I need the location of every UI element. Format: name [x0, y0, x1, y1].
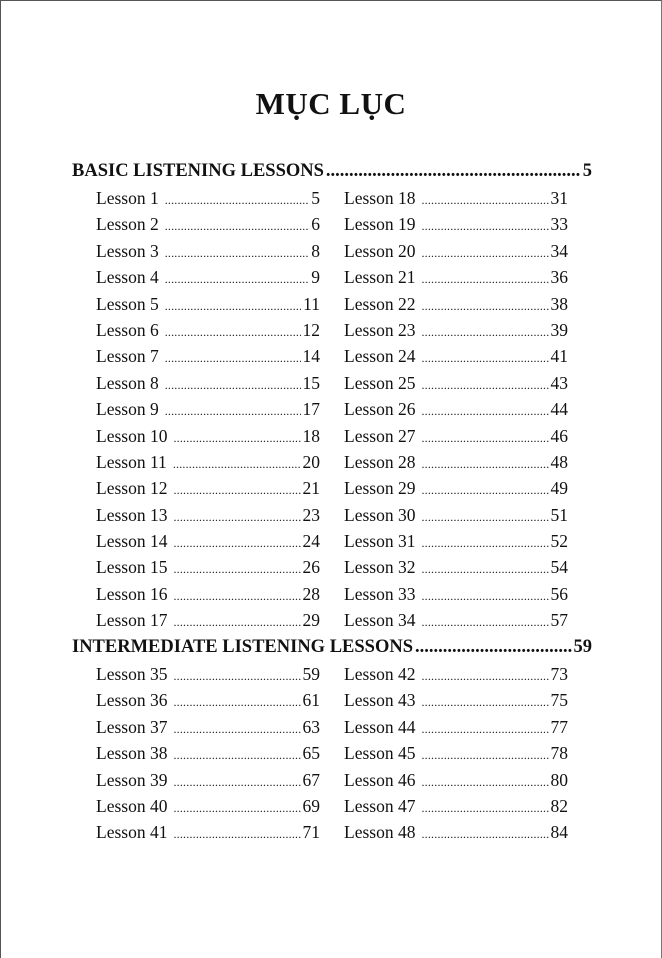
toc-entry[interactable]: [344, 793, 568, 819]
toc-entry-label: Lesson 27: [344, 425, 416, 446]
toc-entry-page: 49: [550, 478, 568, 499]
toc-entry-page: 11: [303, 293, 320, 314]
dot-leader: [165, 240, 310, 266]
toc-entry[interactable]: [96, 581, 320, 607]
toc-entry-page: 56: [550, 583, 568, 604]
toc-entry-label: Lesson 31: [344, 531, 416, 552]
toc-entry-page: 34: [550, 240, 568, 261]
dot-leader: [173, 795, 300, 821]
toc-entry-label: Lesson 34: [344, 610, 416, 631]
toc-entry[interactable]: [344, 714, 568, 740]
toc-entry-page: 71: [302, 822, 320, 843]
toc-entry-label: Lesson 6: [96, 319, 159, 340]
toc-entry-page: 46: [550, 425, 568, 446]
toc-entry-page: 21: [302, 478, 320, 499]
toc-entry[interactable]: [344, 528, 568, 554]
section-heading: INTERMEDIATE LISTENING LESSONS: [72, 637, 413, 657]
toc-entry-page: 39: [550, 319, 568, 340]
dot-leader: [173, 530, 300, 556]
dot-leader: [421, 504, 548, 530]
toc-entry-page: 69: [302, 795, 320, 816]
toc-entry-label: Lesson 35: [96, 664, 168, 684]
toc-entry-label: Lesson 8: [96, 372, 159, 393]
toc-entry[interactable]: [344, 238, 568, 264]
dot-leader: [173, 556, 300, 582]
dot-leader: [421, 345, 548, 371]
toc-entry-label: Lesson 7: [96, 346, 159, 367]
toc-entry-page: 80: [550, 769, 568, 790]
toc-entry-page: 48: [550, 451, 568, 472]
toc-entry-page: 52: [550, 531, 568, 552]
toc-entry[interactable]: [96, 291, 320, 317]
toc-column-right: [344, 661, 568, 846]
dot-leader: [421, 795, 548, 821]
toc-entry[interactable]: [344, 370, 568, 396]
toc-entry-label: Lesson 47: [344, 795, 416, 816]
toc-entry-label: Lesson 23: [344, 319, 416, 340]
toc-entry-label: Lesson 48: [344, 822, 416, 843]
toc-entry[interactable]: [96, 264, 320, 290]
toc-entry[interactable]: [344, 687, 568, 713]
toc-entry[interactable]: [96, 740, 320, 766]
toc-entry[interactable]: [96, 502, 320, 528]
toc-entry-page: 38: [550, 293, 568, 314]
toc-entry[interactable]: [344, 767, 568, 793]
toc-entry-label: Lesson 40: [96, 795, 168, 816]
toc-entry[interactable]: [96, 423, 320, 449]
dot-leader: [165, 398, 301, 424]
toc-entry-label: Lesson 22: [344, 293, 416, 314]
toc-entry-page: 20: [302, 451, 320, 472]
toc-column-left: [96, 661, 320, 846]
toc-entry[interactable]: [344, 291, 568, 317]
dot-leader: [165, 187, 310, 213]
toc-entry-label: Lesson 3: [96, 240, 159, 261]
dot-leader: [421, 293, 548, 319]
toc-entry[interactable]: [344, 264, 568, 290]
toc-entry-label: Lesson 13: [96, 504, 168, 525]
toc-entry[interactable]: [96, 607, 320, 633]
toc-entry-label: Lesson 25: [344, 372, 416, 393]
toc-entry-label: Lesson 41: [96, 822, 168, 843]
dot-leader: [173, 477, 300, 503]
toc-entry-label: Lesson 16: [96, 583, 168, 604]
toc-entry[interactable]: [96, 238, 320, 264]
toc-entry-page: 36: [550, 267, 568, 288]
toc-entry-page: 78: [550, 743, 568, 764]
dot-leader: [421, 689, 548, 715]
toc-entry-page: 59: [302, 664, 320, 684]
toc-entry-label: Lesson 28: [344, 451, 416, 472]
toc-entry[interactable]: [96, 687, 320, 713]
toc-entry-page: 26: [302, 557, 320, 578]
dot-leader: [421, 663, 548, 689]
toc-entry[interactable]: [96, 528, 320, 554]
toc-entry-label: Lesson 11: [96, 451, 167, 472]
toc-entry[interactable]: [96, 661, 320, 687]
toc-entry-page: 5: [311, 188, 320, 208]
toc-entry[interactable]: [344, 211, 568, 237]
dot-leader: [421, 187, 548, 213]
page-title: MỤC LỤC: [255, 86, 407, 121]
toc-entry[interactable]: [344, 819, 568, 845]
dot-leader: [421, 530, 548, 556]
toc-entry-label: Lesson 29: [344, 478, 416, 499]
toc-entry-page: 9: [311, 267, 320, 288]
dot-leader: [173, 821, 300, 847]
dot-leader: [173, 689, 300, 715]
toc-entry-page: 75: [550, 690, 568, 711]
toc-entry-page: 14: [302, 346, 320, 367]
toc-entry[interactable]: [96, 793, 320, 819]
dot-leader: [421, 583, 548, 609]
dot-leader: [421, 451, 548, 477]
toc-entry-label: Lesson 38: [96, 743, 168, 764]
dot-leader: [173, 609, 300, 635]
dot-leader: [421, 425, 548, 451]
dot-leader: [173, 769, 300, 795]
toc-entry-label: Lesson 12: [96, 478, 168, 499]
toc-entry-label: Lesson 45: [344, 743, 416, 764]
toc-entry[interactable]: [96, 449, 320, 475]
toc-entry-page: 61: [302, 690, 320, 711]
dot-leader: [421, 769, 548, 795]
section-page: 5: [582, 161, 592, 181]
dot-leader: [421, 398, 548, 424]
toc-entry-label: Lesson 15: [96, 557, 168, 578]
toc-entry[interactable]: [344, 475, 568, 501]
section-page: 59: [573, 637, 592, 657]
toc-entry[interactable]: [96, 714, 320, 740]
toc-entry[interactable]: [344, 607, 568, 633]
toc-entry[interactable]: [344, 554, 568, 580]
dot-leader: [173, 716, 300, 742]
toc-entry-page: 8: [311, 240, 320, 261]
toc-entry-page: 84: [550, 822, 568, 843]
toc-entry-page: 43: [550, 372, 568, 393]
toc-entry-label: Lesson 4: [96, 267, 159, 288]
dot-leader: [165, 213, 310, 239]
dot-leader: [421, 716, 548, 742]
toc-entry[interactable]: [96, 767, 320, 793]
section-heading: BASIC LISTENING LESSONS: [72, 161, 324, 181]
dot-leader: [165, 293, 301, 319]
toc-entry-label: Lesson 33: [344, 583, 416, 604]
toc-entry-label: Lesson 19: [344, 214, 416, 235]
toc-entry-page: 54: [550, 557, 568, 578]
toc-entry-page: 18: [302, 425, 320, 446]
toc-entry-label: Lesson 30: [344, 504, 416, 525]
toc-entry[interactable]: [96, 317, 320, 343]
dot-leader: [165, 345, 301, 371]
toc-entry[interactable]: [96, 185, 320, 211]
dot-leader: [421, 213, 548, 239]
toc-section-intermediate[interactable]: [72, 634, 592, 660]
toc-entry[interactable]: [96, 211, 320, 237]
toc-entry-page: 33: [550, 214, 568, 235]
toc-entry-page: 73: [550, 664, 568, 684]
dot-leader: [173, 451, 301, 477]
toc-section-basic[interactable]: [72, 158, 592, 184]
toc-entry[interactable]: [96, 475, 320, 501]
dot-leader: [421, 821, 548, 847]
toc-entry-page: 31: [550, 188, 568, 208]
toc-entry[interactable]: [96, 370, 320, 396]
toc-entry-label: Lesson 10: [96, 425, 168, 446]
toc-entry[interactable]: [344, 343, 568, 369]
toc-entry-page: 41: [550, 346, 568, 367]
toc-entry-label: Lesson 44: [344, 716, 416, 737]
toc-entry-label: Lesson 21: [344, 267, 416, 288]
dot-leader: [173, 583, 300, 609]
toc-entry-label: Lesson 24: [344, 346, 416, 367]
dot-leader: [326, 158, 581, 184]
toc-column-left: [96, 185, 320, 634]
toc-entry[interactable]: [344, 423, 568, 449]
toc-entry-label: Lesson 42: [344, 664, 416, 684]
dot-leader: [421, 240, 548, 266]
toc-entry-label: Lesson 18: [344, 188, 416, 208]
toc-entry-label: Lesson 43: [344, 690, 416, 711]
toc-entry[interactable]: [344, 449, 568, 475]
dot-leader: [421, 319, 548, 345]
dot-leader: [421, 372, 548, 398]
toc-entry-page: 51: [550, 504, 568, 525]
dot-leader: [173, 742, 300, 768]
toc-entry-page: 23: [302, 504, 320, 525]
toc-entry-page: 82: [550, 795, 568, 816]
toc-entry-page: 57: [550, 610, 568, 631]
toc-entry[interactable]: [344, 502, 568, 528]
toc-entry-label: Lesson 14: [96, 531, 168, 552]
toc-entry-page: 28: [302, 583, 320, 604]
dot-leader: [421, 742, 548, 768]
toc-entry-page: 44: [550, 399, 568, 420]
toc-entry-label: Lesson 5: [96, 293, 159, 314]
toc-entry[interactable]: [96, 819, 320, 845]
dot-leader: [173, 425, 300, 451]
toc-entry[interactable]: [96, 396, 320, 422]
toc-entry-page: 77: [550, 716, 568, 737]
toc-entry[interactable]: [344, 740, 568, 766]
dot-leader: [421, 609, 548, 635]
toc-column-right: [344, 185, 568, 634]
toc-entry-page: 15: [302, 372, 320, 393]
dot-leader: [165, 372, 301, 398]
toc-entry-label: Lesson 46: [344, 769, 416, 790]
dot-leader: [415, 634, 572, 660]
toc-entry[interactable]: [344, 396, 568, 422]
toc-entry[interactable]: [344, 185, 568, 211]
toc-entry-label: Lesson 39: [96, 769, 168, 790]
toc-entry-label: Lesson 26: [344, 399, 416, 420]
dot-leader: [165, 319, 301, 345]
dot-leader: [173, 504, 300, 530]
toc-entry-page: 17: [302, 399, 320, 420]
dot-leader: [173, 663, 300, 689]
toc-entry-page: 24: [302, 531, 320, 552]
toc-entry-label: Lesson 32: [344, 557, 416, 578]
dot-leader: [421, 477, 548, 503]
toc-entry-page: 12: [302, 319, 320, 340]
dot-leader: [421, 556, 548, 582]
toc-entry-label: Lesson 9: [96, 399, 159, 420]
toc-entry[interactable]: [344, 661, 568, 687]
toc-entry-label: Lesson 2: [96, 214, 159, 235]
dot-leader: [165, 266, 310, 292]
toc-entry[interactable]: [344, 581, 568, 607]
toc-entry[interactable]: [96, 554, 320, 580]
toc-entry-label: Lesson 36: [96, 690, 168, 711]
toc-entry-label: Lesson 1: [96, 188, 159, 208]
toc-entry[interactable]: [96, 343, 320, 369]
toc-entry-label: Lesson 17: [96, 610, 168, 631]
dot-leader: [421, 266, 548, 292]
toc-entry-page: 29: [302, 610, 320, 631]
toc-entry-page: 6: [311, 214, 320, 235]
toc-entry-page: 65: [302, 743, 320, 764]
toc-entry-page: 67: [302, 769, 320, 790]
toc-entry-label: Lesson 37: [96, 716, 168, 737]
toc-entry-label: Lesson 20: [344, 240, 416, 261]
toc-entry-page: 63: [302, 716, 320, 737]
toc-entry[interactable]: [344, 317, 568, 343]
